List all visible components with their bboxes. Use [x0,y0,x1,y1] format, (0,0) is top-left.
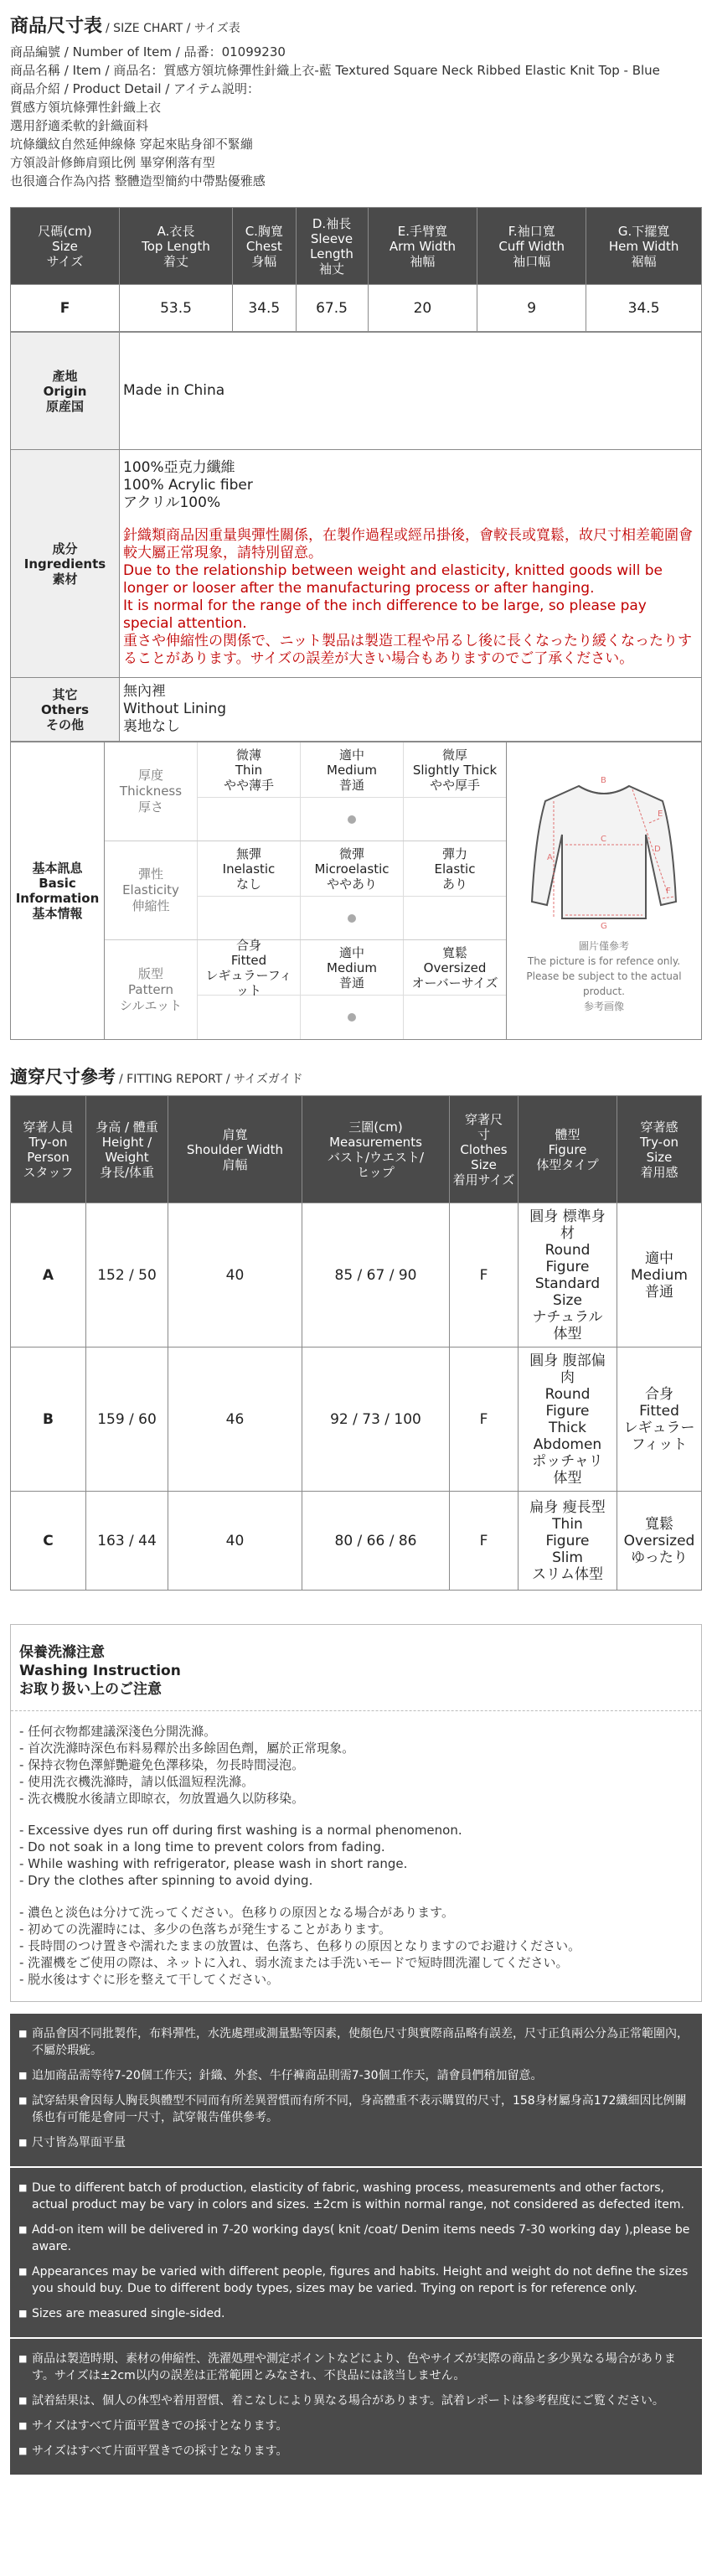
measurements-cell: 92 / 73 / 100 [302,1347,450,1492]
note-item: ■ 尺寸皆為單面平量 [18,2136,126,2149]
header-height-weight: 身高 / 體重 Height / Weight 身長/体重 [86,1096,168,1203]
knit-note-en: It is normal for the range of the inch difference to be large, so please pay special attention. [123,597,647,632]
size-chart-subtitle: / SIZE CHART / サイズ表 [106,22,240,35]
measurements-cell: 80 / 66 / 86 [302,1492,450,1591]
note-item: ■ 商品會因不同批製作，布料彈性，水洗處理或測量點等因素，使顏色尺寸與實際商品略有誤差，尺寸正負兩公分為正常範圍內，不屬於瑕疵。 [18,2027,689,2057]
measurements-cell: 85 / 67 / 90 [302,1203,450,1347]
header-try-on-size: 穿著感 Try-on Size 着用感 [617,1096,702,1203]
ingredient-line: 100%亞克力纖維 [123,459,235,476]
header-cuff-width: F.袖口寬 Cuff Width 袖口幅 [477,208,586,285]
shoulder-cell: 46 [168,1347,302,1492]
size-table-header [11,208,702,285]
note-item: ■ 試着結果は、個人の体型や着用習慣、着こなしにより異なる場合があります。試着レポートは参考程度にご覧ください。 [18,2394,664,2408]
header-sleeve-length: D.袖長 Sleeve Length 袖丈 [296,208,368,285]
note-item: ■ Appearances may be varied with different people, figures and habits. Height and weight do not define the sizes you should buy. Due to different body types, sizes may be varied. Trying on report is for reference only. [18,2265,689,2295]
size-cell: 20 [368,285,477,332]
elasticity-label: 彈性 Elasticity 伸縮性 [122,866,179,913]
washing-en: - Excessive dyes run off during first washing is a normal phenomenon. - Do not soak in a long time to prevent colors from fading. - While washing with refrigerator, please wash in short range. - Dry the clothes after spinning to avoid dying. [19,1823,462,1888]
feel-cell: 寬鬆 Oversized ゆったり [617,1492,702,1591]
basic-info-label: 基本訊息 Basic Information 基本情報 [11,742,105,1039]
pattern-label: 版型 Pattern シルエット [119,965,183,1013]
selected-dot [348,914,356,923]
note-item: ■ 追加商品需等待7-20個工作天；針織、外套、牛仔褲商品則需7-30個工作天，請會員們稍加留意。 [18,2069,543,2082]
note-item: ■ Sizes are measured single-sided. [18,2307,225,2320]
item-name: 商品名稱 / Item / 商品名：質感方領坑條彈性針織上衣-藍 Textured Square Neck Ribbed Elastic Knit Top - Blue [10,63,660,78]
size-cell: 9 [477,285,586,332]
clothes-size-cell: F [450,1492,519,1591]
washing-zh: - 任何衣物都建議深淺色分開洗滌。 - 首次洗滌時深色布料易釋於出多餘固色劑，屬於正常現象。 - 保持衣物色澤鮮艷避免色澤移染，勿長時間浸泡。 - 使用洗衣機洗滌時，請以低溫短程洗滌。 - 洗衣機脫水後請立即晾衣，勿放置過久以防移染。 [19,1724,355,1806]
svg-text:A: A [547,853,553,862]
svg-text:G: G [601,922,607,931]
origin-value: Made in China [120,333,702,450]
notes-en [10,2168,702,2339]
ingredients-label: 成分 Ingredients 素材 [11,450,120,678]
basic-info-section [10,742,702,1040]
header-figure: 體型 Figure 体型タイプ [519,1096,617,1203]
header-top-length: A.衣長 Top Length 着丈 [120,208,233,285]
ingredient-line: 100% Acrylic fiber [123,477,253,494]
washing-title: 保養洗滌注意 Washing Instruction お取り扱い上のご注意 [11,1625,701,1711]
clothes-size-cell: F [450,1203,519,1347]
fitting-row [11,1492,702,1591]
shoulder-cell: 40 [168,1492,302,1591]
feel-cell: 合身 Fitted レギュラー フィット [617,1347,702,1492]
svg-text:F: F [666,887,671,896]
thickness-option-thick: 微厚 Slightly Thick やや厚手 [403,742,506,841]
figure-cell: 圓身 腹部偏 肉 Round Figure Thick Abdomen ポッチャリ 体型 [519,1347,617,1492]
others-row [11,678,702,742]
basic-info-grid [105,742,507,1039]
ingredients-value [120,450,702,678]
fitting-subtitle: / FITTING REPORT / サイズガイド [119,1073,303,1086]
svg-text:E: E [658,810,663,819]
product-detail-line: 選用舒適柔軟的針織面料 [10,118,149,133]
product-detail-line: 也很適合作為內搭 整體造型簡約中帶點優雅感 [10,173,266,189]
notes-section [10,2014,702,2475]
notes-zh [10,2014,702,2168]
fitting-row [11,1203,702,1347]
pattern-row [105,937,506,1039]
header-arm-width: E.手臂寬 Arm Width 袖幅 [368,208,477,285]
washing-instructions [10,1624,702,2002]
elasticity-option-elastic: 彈力 Elastic あり [403,841,506,939]
garment-figure [507,742,701,1039]
product-detail-line: 坑條纖紋自然延伸線條 穿起來貼身卻不緊繃 [10,137,253,152]
pattern-option-fitted: 合身 Fitted レギュラーフィット [197,940,300,1039]
origin-row [11,333,702,450]
note-item: ■ Due to different batch of production, elasticity of fabric, washing process, measurements and other factors, actual product may be vary in colors and sizes. ±2cm is within normal range, not considered as defected item. [18,2181,684,2211]
product-detail-line: 質感方領坑條彈性針織上衣 [10,100,162,115]
others-value: 無內裡 Without Lining 裏地なし [120,678,702,742]
header-shoulder: 肩寬 Shoulder Width 肩幅 [168,1096,302,1203]
header-person: 穿著人員 Try-on Person スタッフ [11,1096,86,1203]
note-item: ■ サイズはすべて片面平置きでの採寸となります。 [18,2444,288,2458]
selected-dot [348,815,356,824]
fitting-row [11,1347,702,1492]
elasticity-option-micro: 微彈 Microelastic ややあり [300,841,403,939]
size-chart-title: 商品尺寸表 [10,16,103,37]
size-cell: F [11,285,120,332]
figure-caption: 圖片僅參考 The picture is for refence only. Please be subject to the actual product. 参考画像 [526,940,682,1012]
elasticity-row [105,841,506,940]
size-cell: 34.5 [586,285,702,332]
shoulder-cell: 40 [168,1203,302,1347]
pattern-option-medium: 適中 Medium 普通 [300,940,403,1039]
product-detail-line: 方領設計修飾肩頸比例 畢穿俐落有型 [10,155,215,170]
svg-text:C: C [601,835,606,844]
note-item: ■ 商品は製造時期、素材の伸縮性、洗濯処理や測定ポイントなどにより、色やサイズが実際の商品と多少異なる場合があります。サイズは±2cm以内の誤差は正常範囲とみなされ、不良品には該当しません。 [18,2352,676,2382]
note-item: ■ 試穿結果會因每人胸長與體型不同而有所差異習慣而有所不同，身高體重不表示購買的尺寸，158身材屬身高172纖細因比例關係也有可能是會同一尺寸，試穿報告僅供參考。 [18,2094,687,2124]
pattern-option-oversized: 寬鬆 Oversized オーバーサイズ [403,940,506,1039]
knit-note-zh: 針織類商品因重量與彈性關係，在製作過程或經吊掛後，會較長或寬鬆，故尺寸相差範圍會較大屬正常現象，請特別留意。 [123,527,693,561]
washing-ja: - 濃色と淡色は分けて洗ってください。色移りの原因となる場合があります。 - 初めての洗濯時には、多少の色落ちが発生することがあります。 - 長時間のつけ置きや濡れたままの放置は、色落ち、色移りの原因となりますのでお避けください。 - 洗濯機をご使用の際は、ネットに入れ、弱水流または手洗いモードで短時間洗濯してください。 - 脱水後はすぐに形を整えて干してください。 [19,1905,581,1987]
height-weight-cell: 159 / 60 [86,1347,168,1492]
figure-cell: 扁身 瘦長型 Thin Figure Slim スリム体型 [519,1492,617,1591]
thickness-label: 厚度 Thickness 厚さ [119,768,183,815]
thickness-option-medium: 適中 Medium 普通 [300,742,403,841]
note-item: ■ Add-on item will be delivered in 7-20 working days( knit /coat/ Denim items needs 7-30 working day ),please be aware. [18,2223,690,2253]
product-info-lines [10,43,702,190]
knit-note-en: Due to the relationship between weight and elasticity, knitted goods will be longer or looser after the manufacturing process or after hanging. [123,562,663,597]
fitting-header [11,1096,702,1203]
elasticity-option-inelastic: 無彈 Inelastic なし [197,841,300,939]
note-item: ■ サイズはすべて片面平置きでの採寸となります。 [18,2419,288,2433]
product-detail-label: 商品介紹 / Product Detail / アイテム説明： [10,81,260,96]
height-weight-cell: 152 / 50 [86,1203,168,1347]
size-cell: 53.5 [120,285,233,332]
ingredient-line: アクリル100% [123,494,221,511]
size-cell: 67.5 [296,285,368,332]
person-cell: C [11,1492,86,1591]
figure-cell: 圓身 標準身 材 Round Figure Standard Size ナチュラル 体型 [519,1203,617,1347]
thickness-option-thin: 微薄 Thin やや薄手 [197,742,300,841]
product-info-table [10,332,702,742]
person-cell: A [11,1203,86,1347]
header-chest: C.胸寬 Chest 身幅 [233,208,296,285]
clothes-size-cell: F [450,1347,519,1492]
size-table [10,207,702,332]
notes-ja [10,2339,702,2475]
product-header [0,0,712,190]
fitting-report-heading [10,1063,702,1089]
sweater-diagram-icon [520,768,688,935]
header-measurements: 三圍(cm) Measurements バスト/ウエスト/ ヒップ [302,1096,450,1203]
feel-cell: 適中 Medium 普通 [617,1203,702,1347]
thickness-row [105,742,506,841]
header-hem-width: G.下擺寬 Hem Width 裾幅 [586,208,702,285]
selected-dot [348,1013,356,1022]
person-cell: B [11,1347,86,1492]
ingredients-row [11,450,702,678]
others-label: 其它 Others その他 [11,678,120,742]
svg-text:B: B [601,776,606,785]
svg-text:D: D [654,845,661,854]
header-size: 尺碼(cm) Size サイズ [11,208,120,285]
height-weight-cell: 163 / 44 [86,1492,168,1591]
origin-label: 產地 Origin 原産国 [11,333,120,450]
knit-note-ja: 重さや伸縮性の関係で、ニット製品は製造工程や吊るし後に長くなったり緩くなったりすることがあります。サイズの誤差が大きい場合もありますのでご了承ください。 [123,633,692,667]
header-clothes-size: 穿著尺 寸 Clothes Size 着用サイズ [450,1096,519,1203]
fitting-table [10,1095,702,1591]
fitting-title: 適穿尺寸參考 [10,1067,116,1087]
size-row [11,285,702,332]
size-cell: 34.5 [233,285,296,332]
item-number: 商品編號 / Number of Item / 品番：01099230 [10,44,286,59]
